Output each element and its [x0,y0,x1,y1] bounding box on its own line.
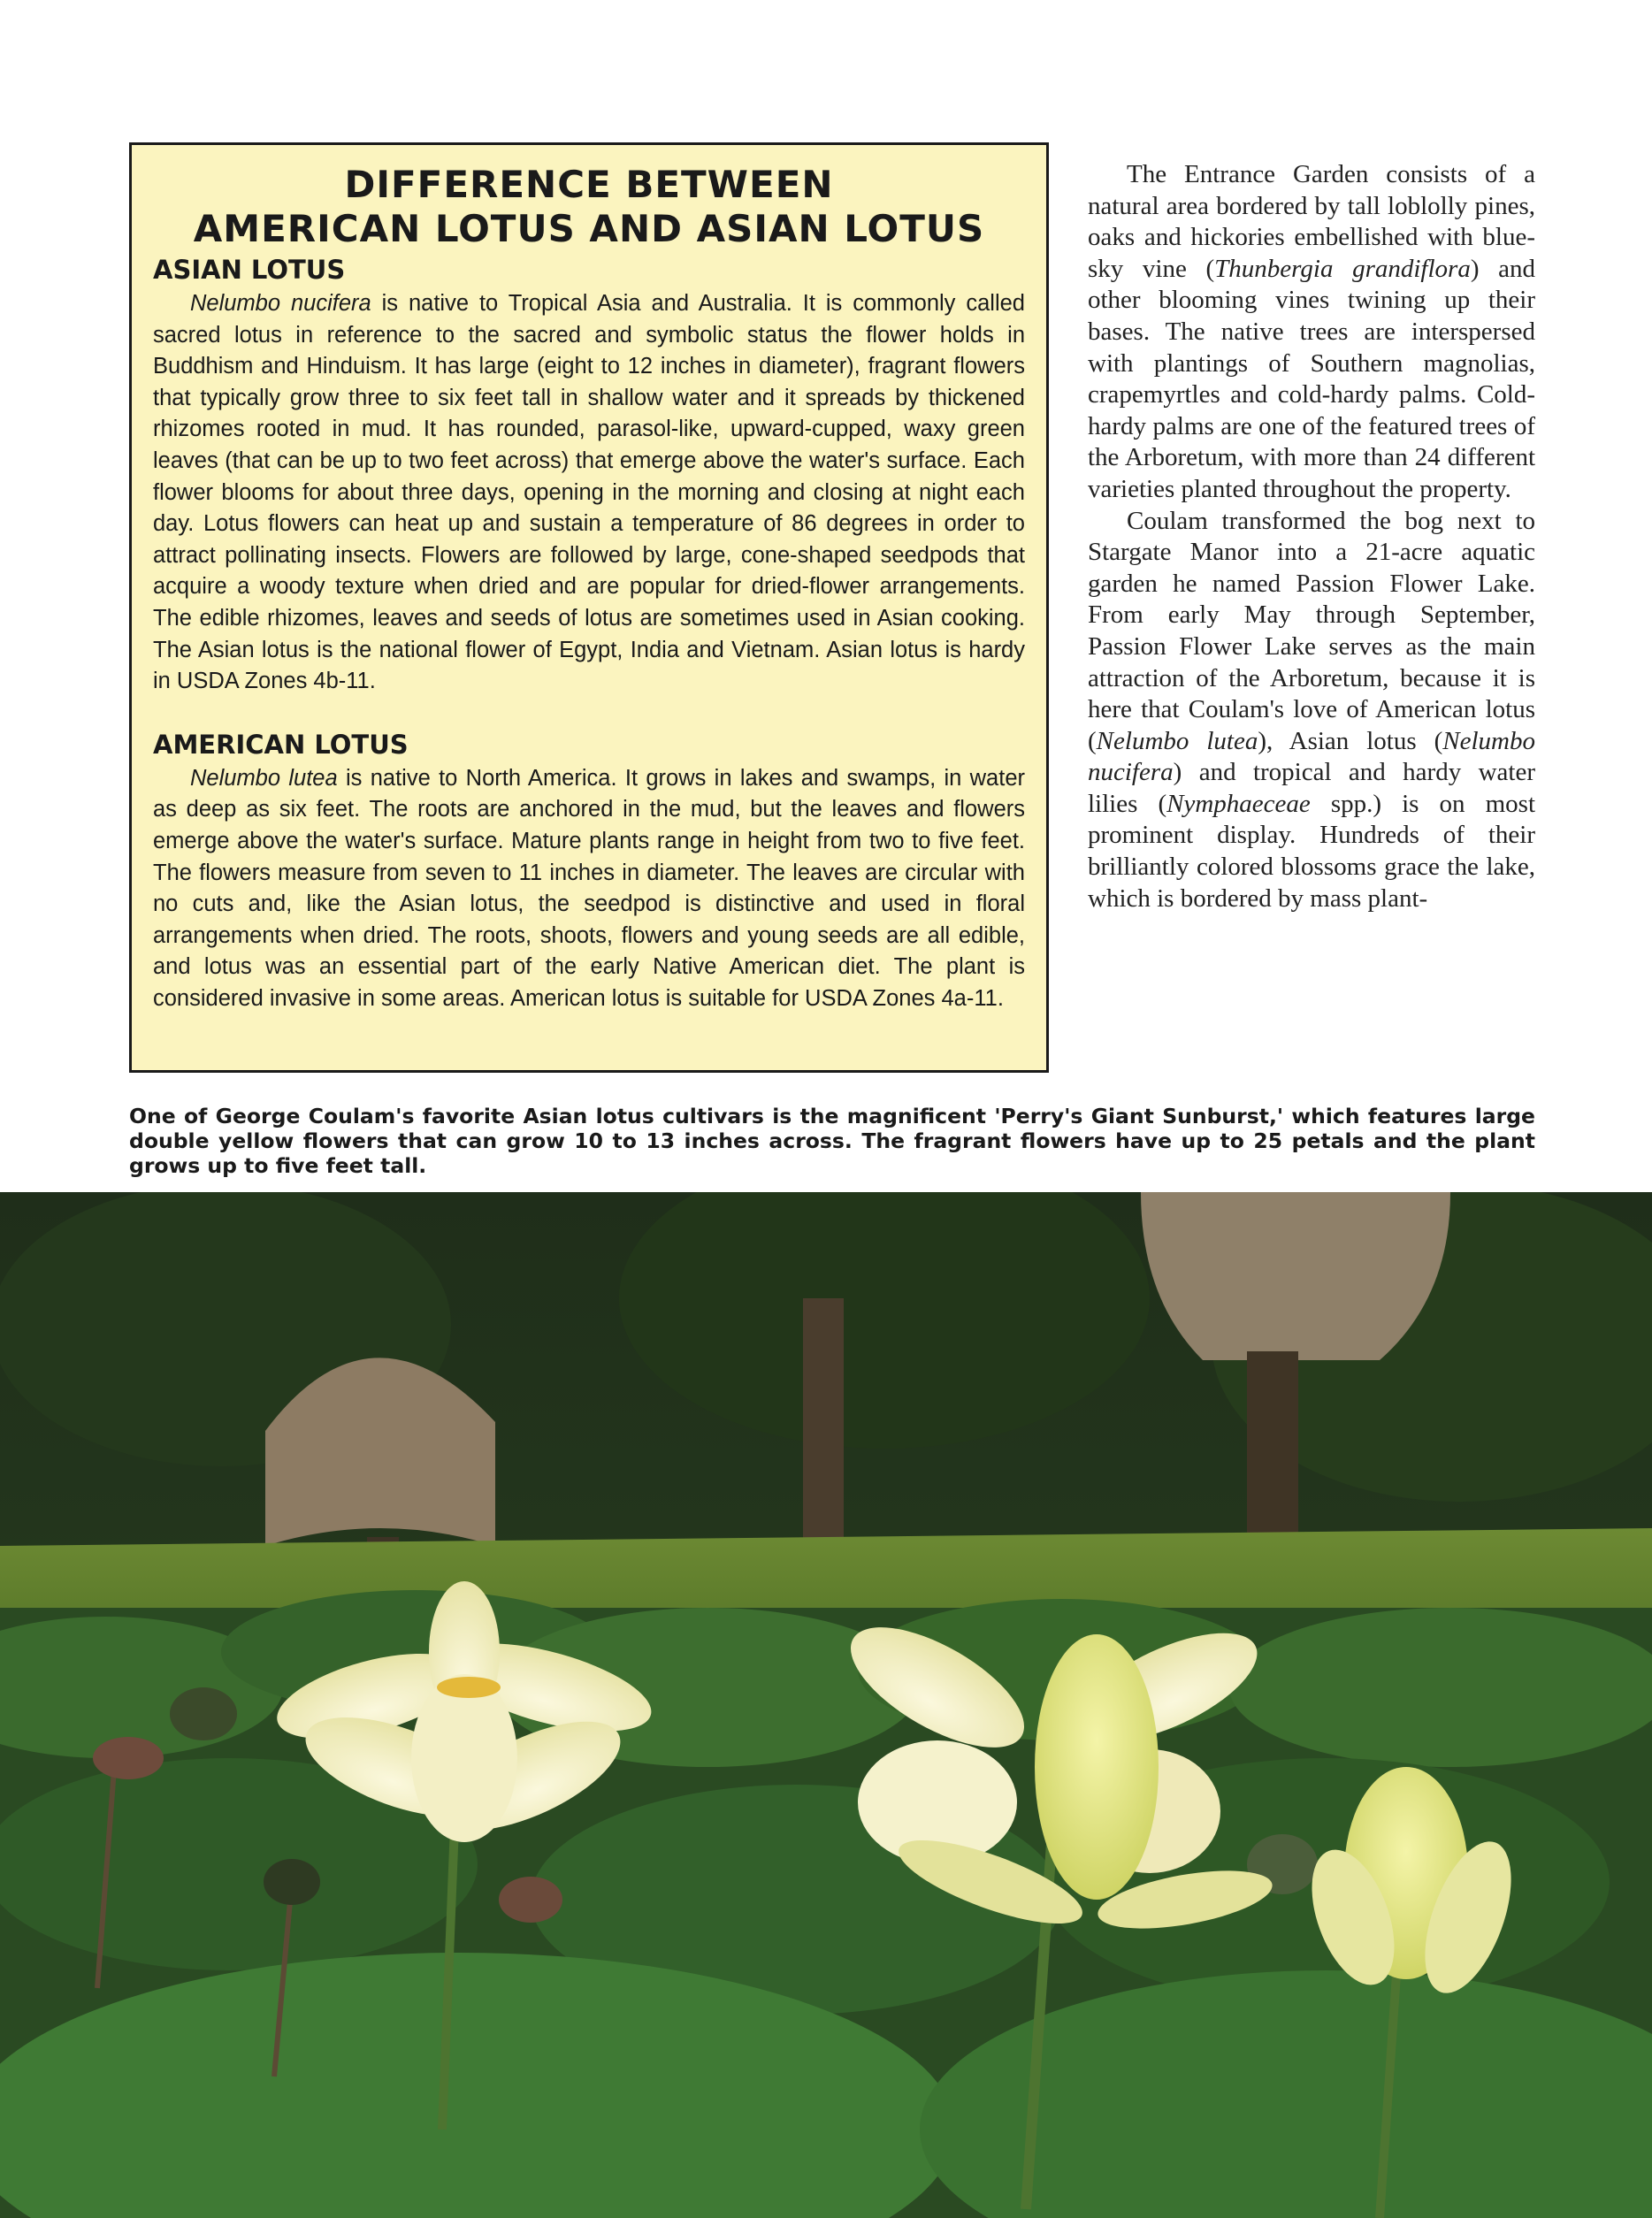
p1-text-a: The Entrance Garden consists of a natural area bordered by tall loblolly pines, oaks and hickories embellished with blue-sky vine ( [1088,160,1535,283]
asian-lotus-heading: ASIAN LOTUS [153,255,346,285]
american-lotus-text: is native to North America. It grows in lakes and swamps, in water as deep as six feet. The roots are anchored in the mud, but the leaves and flowers emerge above the water's surface. Mature plants range in height from two to five feet. The flowers measure from seven to 11 inches in diameter. The leaves are circular with no cuts and, like the Asian lotus, the seedpod is distinctive and used in floral arrangements when dried. The roots, shoots, flowers and young seeds are all edible, and lotus was an essential part of the early Native American diet. The plant is considered invasive in some areas. American lotus is suitable for USDA Zones 4a-11. [153,765,1025,1011]
asian-lotus-paragraph [153,288,1025,698]
asian-lotus-species: Nelumbo nucifera [190,291,371,316]
article-paragraph-2 [1088,506,1535,915]
asian-lotus-text: is native to Tropical Asia and Australia. It is commonly called sacred lotus in reference to the sacred and symbolic status the flower holds in Buddhism and Hinduism. It has large (eight to 12 inches in diameter), fragrant flowers that typically grow three to six feet tall in shallow water and it spreads by thickened rhizomes rooted in mud. It has rounded, parasol-like, upward-cupped, waxy green leaves (that can be up to two feet across) that emerge above the water's surface. Each flower blooms for about three days, opening in the morning and closing at night each day. Lotus flowers can heat up and sustain a temperature of 86 degrees in order to attract pollinating insects. Flowers are followed by large, cone-shaped seedpods that acquire a woody texture when dried and are popular for dried-flower arrangements. The edible rhizomes, leaves and seeds of lotus are sometimes used in Asian cooking. The Asian lotus is the national flower of Egypt, India and Vietnam. Asian lotus is hardy in USDA Zones 4b-11. [153,291,1025,694]
american-lotus-species: Nelumbo lutea [190,765,338,791]
lotus-seedpod [170,1687,237,1740]
p2-text-b: ), Asian lotus ( [1258,726,1443,755]
photo-caption: One of George Coulam's favorite Asian lotus cultivars is the magnificent 'Perry's Giant Sunburst,' which features large double yellow flowers that can grow 10 to 13 inches across. The fragrant flowers have up to 25 petals and the plant grows up to five feet tall. [129,1104,1535,1178]
sidebar-title-line2: AMERICAN LOTUS AND ASIAN LOTUS [193,207,985,250]
p2-species-3: Nymphaeceae [1166,789,1311,818]
flower-stamen [437,1677,501,1698]
american-lotus-heading: AMERICAN LOTUS [153,729,409,760]
lotus-seedpod [93,1737,164,1779]
p2-species-2: Nelumbo nucifera [1088,726,1535,787]
p1-species: Thunbergia grandiflora [1214,254,1471,283]
sidebar-title [153,163,1025,251]
lotus-garden-illustration [0,1192,1652,2218]
p2-species-1: Nelumbo lutea [1096,726,1258,755]
lotus-seedpod [499,1877,562,1923]
article-paragraph-1 [1088,159,1535,506]
lotus-seedpod [264,1859,320,1905]
article-column [1088,159,1535,914]
p2-text-d: spp.) is on most prominent display. Hundreds of their brilliantly colored blossoms grace the lake, which is bordered by mass plant- [1088,789,1536,913]
p2-text-c: ) and tropical and hardy water lilies ( [1088,758,1535,818]
lotus-leaf [1229,1608,1652,1767]
p1-text-b: ) and other blooming vines twining up their bases. The native trees are interspersed with plantings of Southern magnolias, crapemyrtles and cold-hardy palms. Cold-hardy palms are one of the featured trees of the Arboretum, with more than 24 different varieties planted throughout the property. [1088,254,1536,503]
sidebar-box [129,142,1049,1073]
palm-fronds [1141,1192,1450,1360]
lotus-photo [0,1192,1652,2218]
american-lotus-paragraph [153,763,1025,1015]
p2-text-a: Coulam transformed the bog next to Stargate Manor into a 21-acre aquatic garden he named Passion Flower Lake. From early May through September, Passion Flower Lake serves as the main attraction of the Arboretum, because it is here that Coulam's love of American lotus ( [1088,506,1535,755]
sidebar-title-line1: DIFFERENCE BETWEEN [344,163,834,206]
